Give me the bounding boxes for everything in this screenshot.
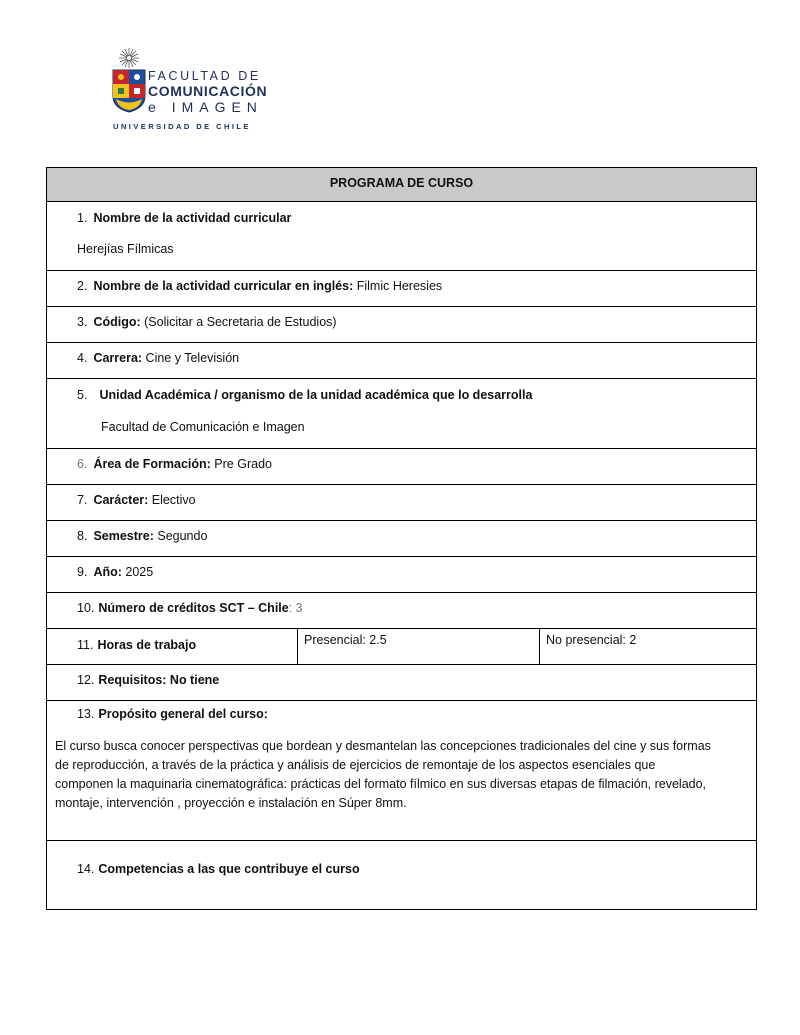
row-nombre-ingles: 2. Nombre de la actividad curricular en inglés: Filmic Heresies <box>47 271 756 307</box>
row-carrera: 4. Carrera: Cine y Televisión <box>47 343 756 379</box>
logo-line-comunicacion: COMUNICACIÓN <box>148 83 268 99</box>
field-value: No presencial: 2 <box>546 633 637 647</box>
field-value: 2025 <box>121 565 154 579</box>
row-unidad-academica: 5. Unidad Académica / organismo de la unidad académica que lo desarrolla Facultad de Comunicación e Imagen <box>47 379 756 449</box>
field-label: Unidad Académica / organismo de la unidad académica que lo desarrolla <box>99 388 533 402</box>
page-title: PROGRAMA DE CURSO <box>329 176 474 190</box>
paragraph-line: componen la maquinaria cinematográfica: prácticas del formato fílmico en sus diversas etapas de filmación, revelado, <box>55 777 707 791</box>
logo-line-imagen: e IMAGEN <box>148 99 263 115</box>
field-value: Herejías Fílmicas <box>77 242 174 256</box>
row-creditos: 10. Número de créditos SCT – Chile: 3 <box>47 593 756 629</box>
logo-line-facultad: FACULTAD DE <box>148 69 261 83</box>
row-area-formacion: 6. Área de Formación: Pre Grado <box>47 449 756 485</box>
cell-presencial <box>297 629 387 664</box>
field-label: Semestre: <box>93 529 154 543</box>
cell-no-presencial <box>539 629 637 664</box>
field-label: Competencias a las que contribuye el curso <box>98 862 360 876</box>
row-semestre: 8. Semestre: Segundo <box>47 521 756 557</box>
row-horas-trabajo: 11. Horas de trabajo Presencial: 2.5 No presencial: 2 <box>47 629 756 665</box>
row-proposito: 13. Propósito general del curso: El curso busca conocer perspectivas que bordean y desmantelan las concepciones tradicionales del cine y sus formas de reproducción, a través de la práctica y análisis de ejercicios de remontaje de los aspectos esenciales que componen la maquinaria cinematográfica: prácticas del formato fílmico en sus diversas etapas de filmación, revelado, montaje, intervención , proyección e instalación en Súper 8mm. <box>47 701 756 841</box>
field-label: Horas de trabajo <box>97 638 197 652</box>
row-caracter: 7. Carácter: Electivo <box>47 485 756 521</box>
field-label: Número de créditos SCT – Chile <box>98 601 289 615</box>
row-ano: 9. Año: 2025 <box>47 557 756 593</box>
field-label: Propósito general del curso: <box>98 707 268 721</box>
field-label: Requisitos: No tiene <box>98 673 220 687</box>
faculty-logo <box>110 46 290 136</box>
field-value: Presencial: 2.5 <box>304 633 387 647</box>
logo-university: UNIVERSIDAD DE CHILE <box>113 122 251 131</box>
row-competencias: 14. Competencias a las que contribuye el curso <box>77 862 360 876</box>
paragraph-line: de reproducción, a través de la práctica y análisis de ejercicios de remontaje de los aspectos esenciales que <box>55 758 656 772</box>
paragraph-line: montaje, intervención , proyección e instalación en Súper 8mm. <box>55 796 407 810</box>
field-value: Segundo <box>153 529 208 543</box>
field-value: Pre Grado <box>210 457 272 471</box>
paragraph-line: El curso busca conocer perspectivas que bordean y desmantelan las concepciones tradicionales del cine y sus formas <box>55 739 711 753</box>
university-crest-icon <box>110 46 148 116</box>
row-requisitos: 12. Requisitos: No tiene <box>47 665 756 701</box>
row-codigo: 3. Código: (Solicitar a Secretaria de Estudios) <box>47 307 756 343</box>
field-value: Facultad de Comunicación e Imagen <box>101 420 305 434</box>
course-program-table <box>46 167 757 910</box>
field-label: Código: <box>93 315 141 329</box>
purpose-paragraph <box>55 737 746 813</box>
field-label: Carrera: <box>93 351 143 365</box>
field-label: Nombre de la actividad curricular en inglés: <box>93 279 354 293</box>
field-label: Año: <box>93 565 122 579</box>
field-value: 3 <box>292 601 303 615</box>
field-value: Cine y Televisión <box>142 351 240 365</box>
field-label: Área de Formación: <box>93 457 211 471</box>
field-label: Carácter: <box>93 493 149 507</box>
field-value: (Solicitar a Secretaria de Estudios) <box>140 315 337 329</box>
field-value: Electivo <box>148 493 196 507</box>
table-header <box>47 168 756 202</box>
row-nombre: 1. Nombre de la actividad curricular Herejías Fílmicas <box>47 202 756 271</box>
field-value: Filmic Heresies <box>353 279 443 293</box>
field-label: Nombre de la actividad curricular <box>93 211 292 225</box>
